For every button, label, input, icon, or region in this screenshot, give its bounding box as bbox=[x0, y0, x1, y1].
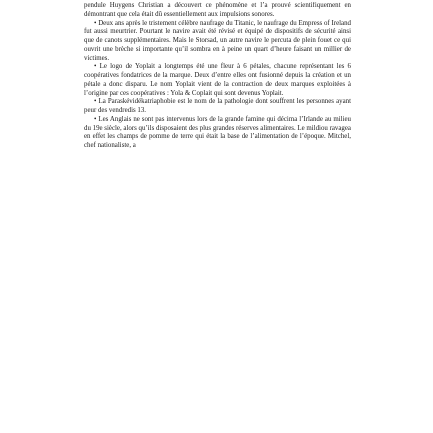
paragraph-empress-of-ireland: • Deux ans après le tristement célèbre naufrage du Titanic, le naufrage du Empress of Ireland fut aussi meurtrier. Pourtant le navire avait été révisé et équipé de dispositifs de sécurité ainsi que de canots supplémentaires. Mais le Storsad, un autre navire le percuta de plein fouet ce qui ouvrit une brèche si importante qu’il sombra en à peine un quart d’heure faisant un millier de victimes. bbox=[84, 19, 351, 62]
paragraph-huygens: pendule Huygens Christian a découvert ce phénomène et l’a prouvé scientifiquement en démontrant que cela était dû essentiellement aux impulsions sonores. bbox=[84, 2, 351, 18]
paragraph-irish-famine: • Les Anglais ne sont pas intervenus lors de la grande famine qui décima l’Irlande au milieu du 19e siècle, alors qu’ils disposaient des plus grandes réserves alimentaires. Le mildiou ravagea en effet les champs de pomme de terre qui était la base de l’alimentation de l’époque. Mitchel, chef nationaliste, a bbox=[84, 115, 351, 149]
paragraph-yoplait-logo: • Le logo de Yoplait a longtemps été une fleur à 6 pétales, chacune représentant les 6 coopératives fondatrices de la marque. Deux d’entre elles ont fusionné depuis la création et un pétale a donc disparu. Le nom Yoplait vient de la contraction de deux marques exploitées à l’origine par ces coopératives : Yola & Coplait qui sont devenus Yoplait. bbox=[84, 63, 351, 97]
document-page bbox=[84, 2, 351, 431]
paragraph-paraskevidekatriaphobia: • La Paraskévidékatriaphobie est le nom de la pathologie dont souffrent les personnes ayant peur des vendredis 13. bbox=[84, 98, 351, 114]
